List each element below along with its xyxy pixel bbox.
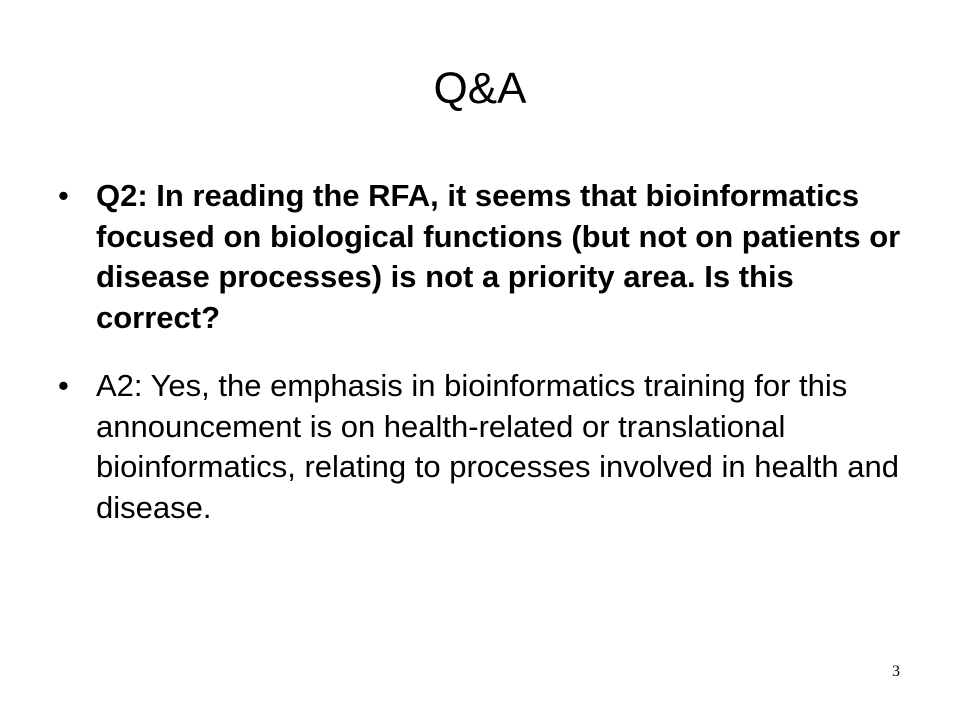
bullet-list — [58, 176, 918, 556]
question-bullet — [58, 176, 918, 338]
question-text: Q2: In reading the RFA, it seems that bioinformatics focused on biological functions (but not on patients or disease processes) is not a priority area. Is this correct? — [96, 178, 901, 335]
slide-title: Q&A — [433, 64, 527, 113]
bullet-icon: • — [58, 178, 69, 213]
page-number: 3 — [892, 663, 900, 680]
answer-bullet — [58, 366, 918, 528]
bullet-icon: • — [58, 368, 69, 403]
answer-text: A2: Yes, the emphasis in bioinformatics training for this announcement is on health-related or translational bioinformatics, relating to processes involved in health and disease. — [96, 368, 900, 525]
